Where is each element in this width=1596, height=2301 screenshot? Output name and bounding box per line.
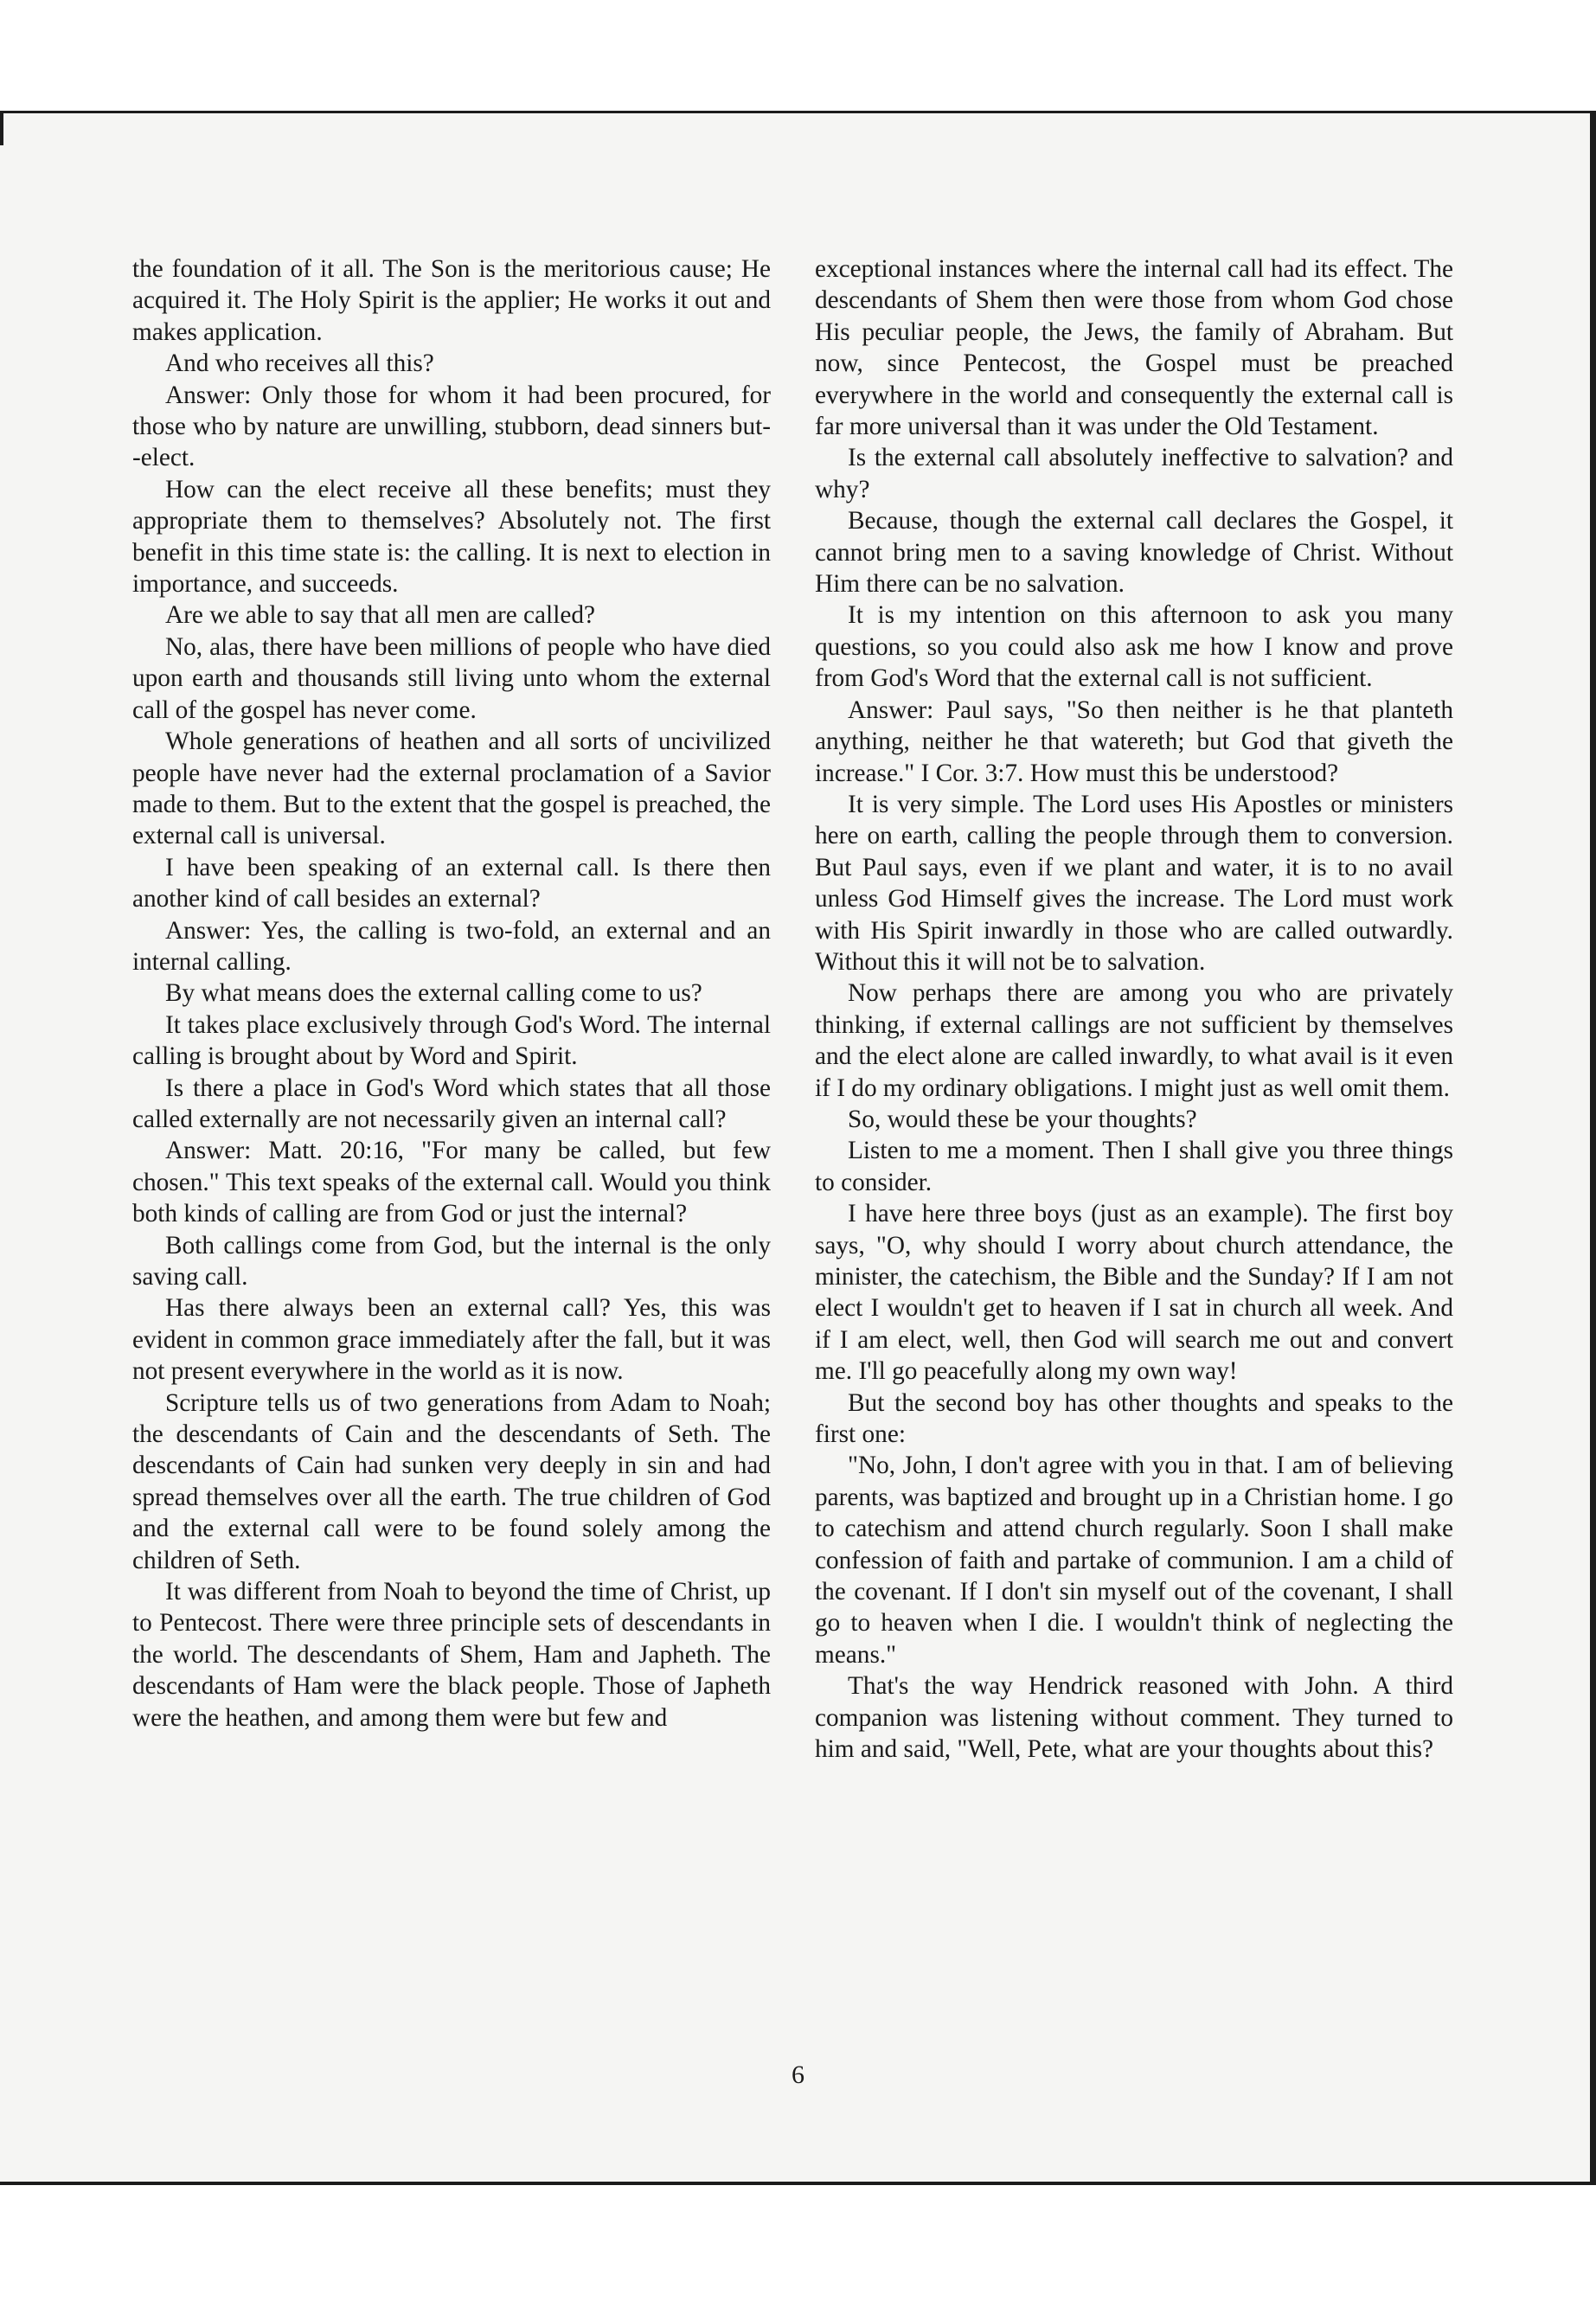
paragraph: And who receives all this?	[165, 349, 434, 378]
paragraph: Answer: Yes, the calling is two-fold, an external and an internal calling.	[132, 916, 771, 976]
paragraph: It is my intention on this afternoon to ask you many questions, so you could also ask me how I know and prove from God's Word that the external call is not sufficient.	[815, 601, 1453, 693]
paragraph: Is the external call absolutely ineffective to salvation? and why?	[815, 444, 1453, 503]
paragraph: It is very simple. The Lord uses His Apostles or ministers here on earth, calling the people through them to conversion. But Paul says, even if we plant and water, it is to no avail unless God Himself gives the increase. The Lord must work with His Spirit inwardly in those who are called outwardly. Without this it will not be to salvation.	[815, 790, 1453, 976]
paragraph: Are we able to say that all men are called?	[165, 601, 595, 630]
paragraph: Is there a place in God's Word which states that all those called externally are not necessarily given an internal call?	[132, 1074, 771, 1133]
scan-border-bottom	[0, 2182, 1596, 2185]
paragraph: That's the way Hendrick reasoned with John. A third companion was listening without comment. They turned to him and said, "Well, Pete, what are your thoughts about this?	[815, 1672, 1453, 1764]
paragraph: But the second boy has other thoughts and speaks to the first one:	[815, 1388, 1453, 1449]
paragraph: Answer: Only those for whom it had been procured, for those who by nature are unwilling, stubborn, dead sinners but--elect.	[132, 381, 771, 472]
paragraph: Has there always been an external call? Yes, this was evident in common grace immediately after the fall, but it was not present everywhere in the world as it is now.	[132, 1294, 771, 1386]
paragraph: By what means does the external calling come to us?	[165, 979, 702, 1008]
paragraph: I have been speaking of an external call. Is there then another kind of call besides an external?	[132, 853, 771, 913]
paragraph: No, alas, there have been millions of people who have died upon earth and thousands still living unto whom the external call of the gospel has never come.	[132, 632, 771, 724]
paragraph: It was different from Noah to beyond the time of Christ, up to Pentecost. There were three principle sets of descendants in the world. The descendants of Shem, Ham and Japheth. The descendants of Ham were the black people. Those of Japheth were the heathen, and among them were but few and	[132, 1578, 771, 1732]
paragraph: the foundation of it all. The Son is the meritorious cause; He acquired it. The Holy Spirit is the applier; He works it out and makes application.	[132, 255, 771, 346]
paragraph: Because, though the external call declares the Gospel, it cannot bring men to a saving knowledge of Christ. Without Him there can be no salvation.	[815, 507, 1453, 599]
paragraph: So, would these be your thoughts?	[848, 1105, 1197, 1133]
paragraph: Scripture tells us of two generations from Adam to Noah; the descendants of Cain and the descendants of Seth. The descendants of Cain had sunken very deeply in sin and had spread themselves over all the earth. The true children of God and the external call were to be found solely among the children of Seth.	[132, 1388, 771, 1574]
left-column	[132, 253, 771, 1734]
right-column	[815, 253, 1453, 1766]
scan-border-top	[0, 111, 1596, 113]
paragraph: How can the elect receive all these benefits; must they appropriate them to themselves? Absolutely not. The first benefit in this time state is: the calling. It is next to election in importance, and succeeds.	[132, 475, 771, 599]
paragraph: exceptional instances where the internal call had its effect. The descendants of Shem then were those from whom God chose His peculiar people, the Jews, the family of Abraham. But now, since Pentecost, the Gospel must be preached everywhere in the world and consequently the external call is far more universal than it was under the Old Testament.	[815, 255, 1453, 441]
scan-border-right	[1590, 111, 1596, 2184]
paragraph: Answer: Paul says, "So then neither is he that planteth anything, neither he that watereth; but God that giveth the increase." I Cor. 3:7. How must this be understood?	[815, 695, 1453, 787]
paragraph: Whole generations of heathen and all sorts of uncivilized people have never had the external proclamation of a Savior made to them. But to the extent that the gospel is preached, the external call is universal.	[132, 727, 771, 850]
paragraph: Answer: Matt. 20:16, "For many be called, but few chosen." This text speaks of the external call. Would you think both kinds of calling are from God or just the internal?	[132, 1137, 771, 1228]
paragraph: Now perhaps there are among you who are privately thinking, if external callings are not sufficient by themselves and the elect alone are called inwardly, to what avail is it even if I do my ordinary obligations. I might just as well omit them.	[815, 979, 1453, 1102]
page-number: 6	[792, 2061, 804, 2089]
paragraph: It takes place exclusively through God's Word. The internal calling is brought about by Word and Spirit.	[132, 1010, 771, 1071]
paragraph: Listen to me a moment. Then I shall give you three things to consider.	[815, 1137, 1453, 1196]
paragraph: Both callings come from God, but the internal is the only saving call.	[132, 1231, 771, 1291]
scan-border-left	[0, 111, 3, 145]
paragraph: I have here three boys (just as an example). The first boy says, "O, why should I worry about church attendance, the minister, the catechism, the Bible and the Sunday? If I am not elect I wouldn't get to heaven if I sat in church all week. And if I am elect, well, then God will search me out and convert me. I'll go peacefully along my own way!	[815, 1200, 1453, 1386]
paragraph: "No, John, I don't agree with you in that. I am of believing parents, was baptized and brought up in a Christian home. I go to catechism and attend church regularly. Soon I shall make confession of faith and partake of communion. I am a child of the covenant. If I don't sin myself out of the covenant, I shall go to heaven when I die. I wouldn't think of neglecting the means."	[815, 1452, 1453, 1669]
